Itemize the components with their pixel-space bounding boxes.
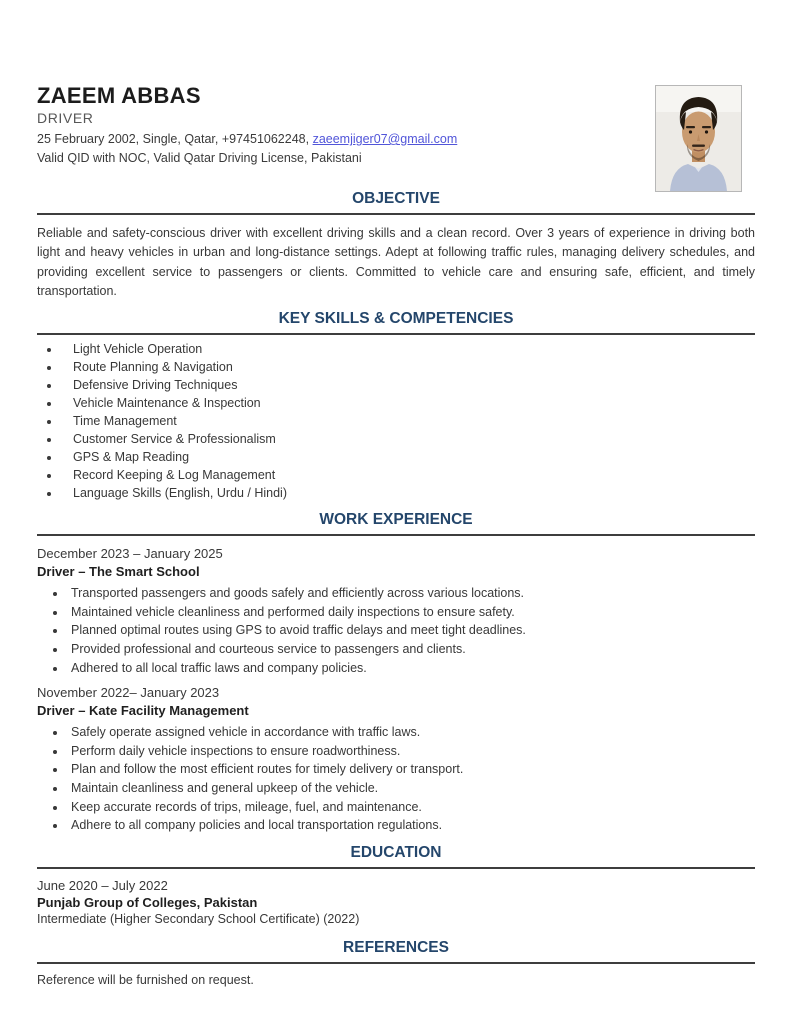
section-heading-education: EDUCATION [37,843,755,869]
contact-line [37,130,755,149]
job-title: Driver – The Smart School [37,564,200,580]
job-entry [37,685,755,833]
contact-details: 25 February 2002, Single, Qatar, +97451062248, [37,132,313,146]
job-bullet: • Safely operate assigned vehicle in accordance with traffic laws. [67,725,755,740]
job-bullet-list [37,725,755,833]
portrait-illustration [656,86,741,191]
job-bullet: • Maintain cleanliness and general upkeep of the vehicle. [67,781,755,796]
job-bullet: • Plan and follow the most efficient routes for timely delivery or transport. [67,762,755,777]
education-school: Punjab Group of Colleges, Pakistan [37,894,258,910]
education-dates: June 2020 – July 2022 [37,877,168,893]
education-degree: Intermediate (Higher Secondary School Certificate) (2022) [37,911,360,926]
candidate-name: ZAEEM ABBAS [37,83,201,108]
job-bullet: • Adhere to all company policies and local transportation regulations. [67,818,755,833]
job-title: Driver – Kate Facility Management [37,703,249,719]
candidate-title: DRIVER [37,110,94,126]
job-bullet: • Provided professional and courteous service to passengers and clients. [67,642,755,657]
skill-item: • Defensive Driving Techniques [61,378,755,392]
job-dates: December 2023 – January 2025 [37,546,223,562]
section-heading-objective: OBJECTIVE [37,189,755,215]
email-link[interactable]: zaeemjiger07@gmail.com [312,132,458,146]
job-bullet: • Keep accurate records of trips, mileage, fuel, and maintenance. [67,800,755,815]
credentials-line: Valid QID with NOC, Valid Qatar Driving License, Pakistani [37,150,362,165]
job-bullet: • Transported passengers and goods safely and efficiently across various locations. [67,586,755,601]
section-heading-references: REFERENCES [37,938,755,964]
job-bullet: • Maintained vehicle cleanliness and performed daily inspections to ensure safety. [67,605,755,620]
experience-section [37,510,755,833]
job-entry [37,546,755,675]
skills-section [37,309,755,500]
skill-item: • GPS & Map Reading [61,450,755,464]
resume-header [37,84,755,167]
job-dates: November 2022– January 2023 [37,685,220,701]
skill-item: • Vehicle Maintenance & Inspection [61,396,755,410]
skills-list [37,342,755,500]
profile-photo [655,85,742,192]
skill-item: • Language Skills (English, Urdu / Hindi) [61,486,755,500]
objective-text: Reliable and safety-conscious driver with excellent driving skills and a clean record. Over 3 years of experience in driving both light and heavy vehicles in urban and long-distance settings. Adept at following traffic rules, managing delivery schedules, and providing excellent service to passengers or clients. Committed to vehicle care and ensuring safe, efficient, and timely transportation. [37,226,755,298]
job-bullet: • Perform daily vehicle inspections to ensure roadworthiness. [67,744,755,759]
objective-section [37,189,755,301]
skill-item: • Light Vehicle Operation [61,342,755,356]
references-section [37,938,755,988]
skill-item: • Customer Service & Professionalism [61,432,755,446]
skill-item: • Route Planning & Navigation [61,360,755,374]
skill-item: • Record Keeping & Log Management [61,468,755,482]
references-text: Reference will be furnished on request. [37,972,254,987]
section-heading-skills: KEY SKILLS & COMPETENCIES [37,309,755,335]
job-bullet: • Planned optimal routes using GPS to avoid traffic delays and meet tight deadlines. [67,623,755,638]
section-heading-experience: WORK EXPERIENCE [37,510,755,536]
skill-item: • Time Management [61,414,755,428]
education-section [37,843,755,928]
job-bullet: • Adhered to all local traffic laws and company policies. [67,661,755,676]
job-bullet-list [37,586,755,675]
